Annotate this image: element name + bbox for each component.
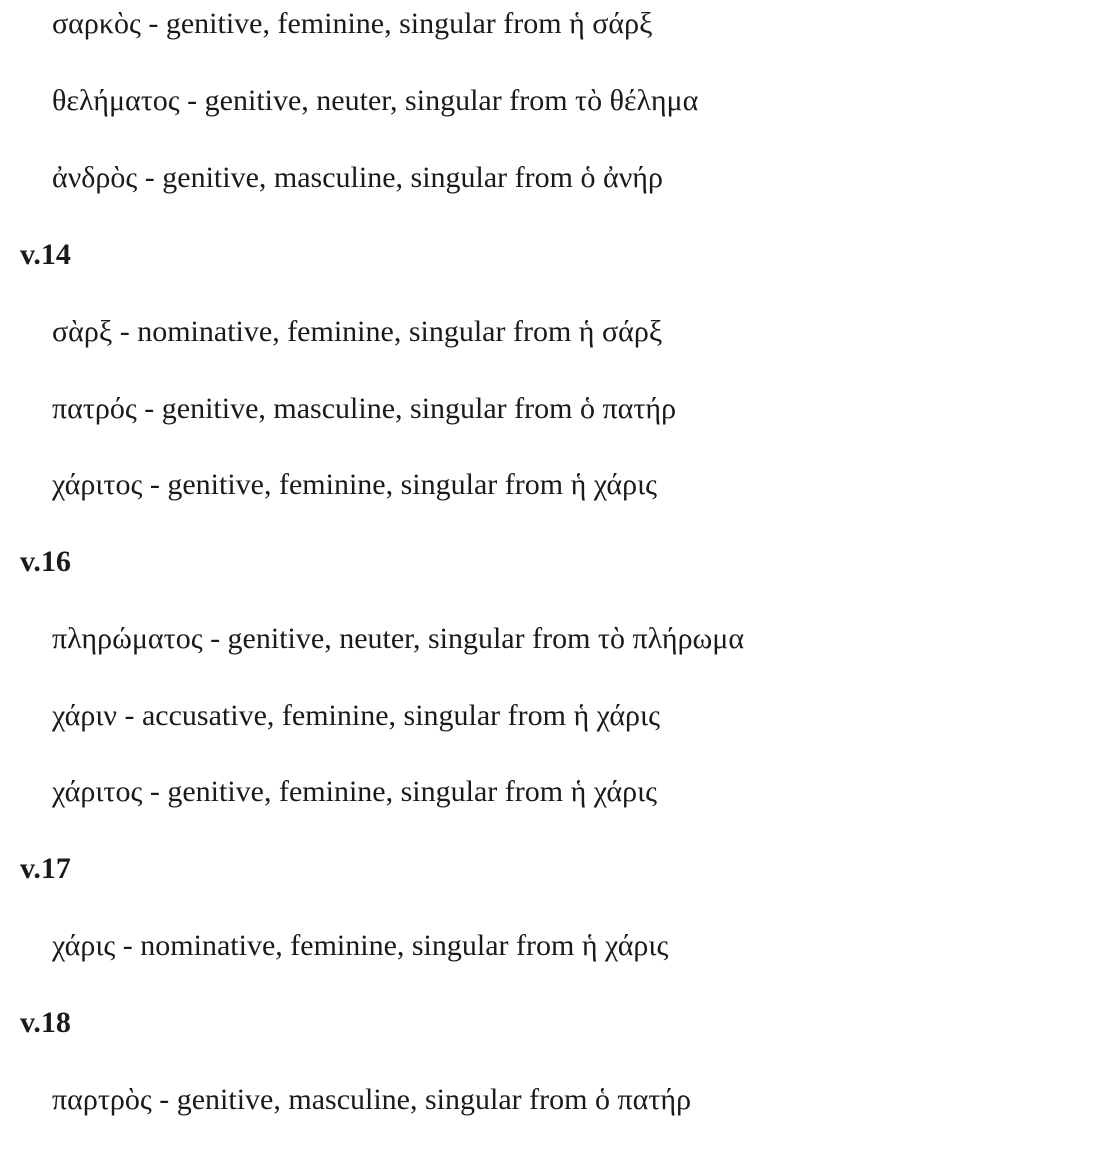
parsing-entry: σαρκὸς - genitive, feminine, singular from ἡ σάρξ	[52, 7, 653, 40]
verse-heading: v.14	[20, 238, 71, 271]
parsing-entry: σὰρξ - nominative, feminine, singular from ἡ σάρξ	[52, 315, 663, 348]
parsing-entry: χάριν - accusative, feminine, singular from ἡ χάρις	[52, 699, 660, 732]
parsing-entry: χάριτος - genitive, feminine, singular from ἡ χάρις	[52, 468, 658, 501]
verse-heading: v.17	[20, 852, 71, 885]
parsing-entry: πατρός - genitive, masculine, singular from ὁ πατήρ	[52, 392, 677, 425]
parsing-entry: χάριτος - genitive, feminine, singular from ἡ χάρις	[52, 775, 658, 808]
parsing-entry: χάρις - nominative, feminine, singular from ἡ χάρις	[52, 929, 669, 962]
parsing-entry: ἀνδρὸς - genitive, masculine, singular from ὁ ἀνήρ	[52, 161, 663, 194]
parsing-entry: θελήματος - genitive, neuter, singular from τὸ θέλημα	[52, 84, 699, 117]
verse-heading: v.16	[20, 545, 71, 578]
parsing-entry: παρτρὸς - genitive, masculine, singular from ὁ πατήρ	[52, 1083, 692, 1116]
parsing-entry: πληρώματος - genitive, neuter, singular from τὸ πλήρωμα	[52, 622, 745, 655]
verse-heading: v.18	[20, 1006, 71, 1039]
